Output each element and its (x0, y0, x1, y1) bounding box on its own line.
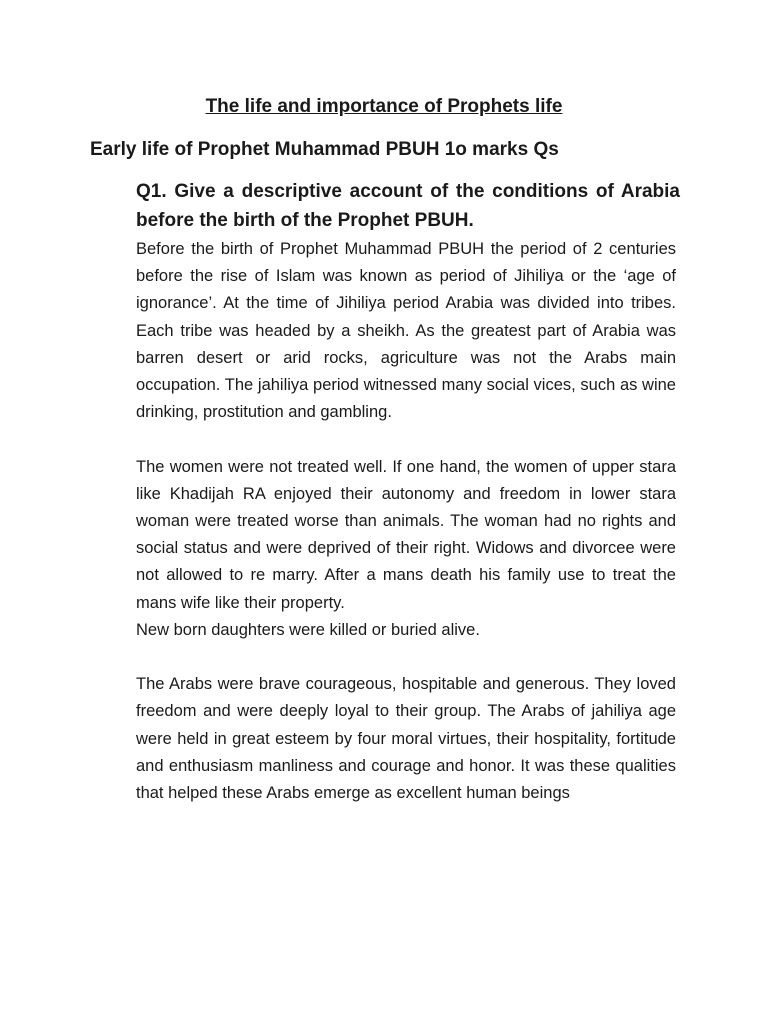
paragraph-jahiliya: Before the birth of Prophet Muhammad PBUH the period of 2 centuries before the rise of Islam was known as period of Jihiliya or the ‘age of ignorance’. At the time of Jihiliya period Arabia was divided into tribes. Each tribe was headed by a sheikh. As the greatest part of Arabia was barren desert or arid rocks, agriculture was not the Arabs main occupation. The jahiliya period witnessed many social vices, such as wine drinking, prostitution and gambling. (136, 240, 676, 422)
paragraph-virtues: The Arabs were brave courageous, hospitable and generous. They loved freedom and were deeply loyal to their group. The Arabs of jahiliya age were held in great esteem by four moral virtues, their hospitality, fortitude and enthusiasm manliness and courage and honor. It was these qualities that helped these Arabs emerge as excellent human beings (136, 675, 676, 803)
paragraph-spacer (136, 426, 676, 453)
paragraph-women: The women were not treated well. If one hand, the women of upper stara like Khadijah RA enjoyed their autonomy and freedom in lower stara woman were treated worse than animals. The woman had no rights and social status and were deprived of their right. Widows and divorcee were not allowed to re marry. After a mans death his family use to treat the mans wife like their property. (136, 457, 676, 612)
question-heading: Q1. Give a descriptive account of the conditions of Arabia before the birth of the Prophet PBUH. (136, 181, 680, 231)
paragraph-daughters: New born daughters were killed or buried alive. (136, 620, 480, 639)
answer-body (136, 236, 676, 807)
section-heading: Early life of Prophet Muhammad PBUH 1o marks Qs (90, 139, 559, 160)
document-title: The life and importance of Prophets life (205, 96, 563, 117)
paragraph-spacer (136, 644, 676, 671)
